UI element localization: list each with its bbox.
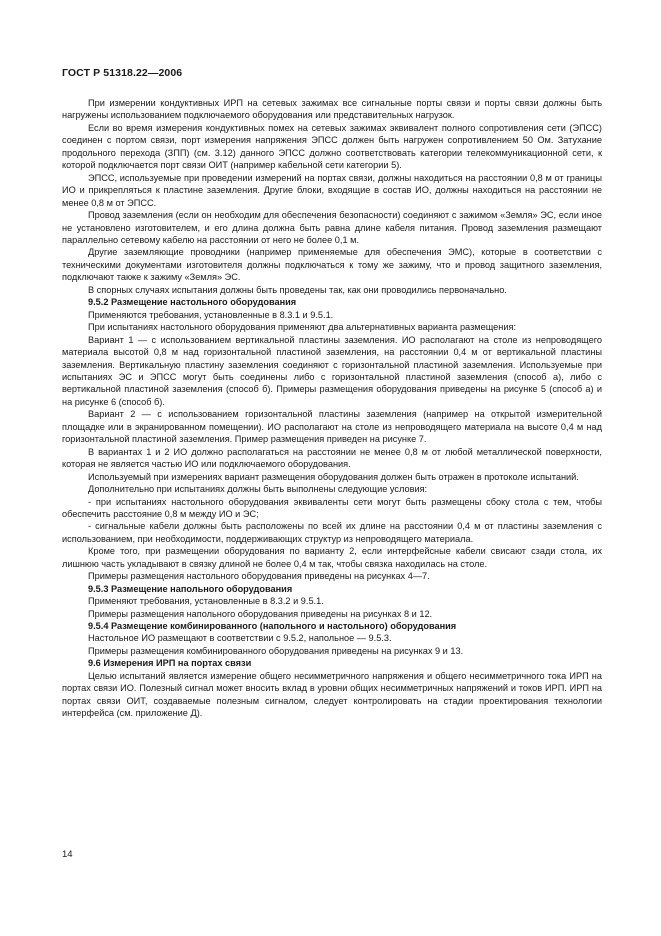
paragraph: Вариант 2 — с использованием горизонтальной пластины заземления (например на открытой измерительной площадке или в экранированном помещении). ИО располагают на столе из непроводящего материала на высоте 0,4 м над горизонтальной пластиной заземления. Пример размещения приведен на рисунке 7.: [62, 409, 602, 445]
paragraph: Настольное ИО размещают в соответствии с 9.5.2, напольное — 9.5.3.: [88, 633, 392, 644]
paragraph: Дополнительно при испытаниях должны быть выполнены следующие условия:: [88, 484, 428, 495]
paragraph: Другие заземляющие проводники (например применяемые для обеспечения ЭМС), которые в соответствии с техническими документами изготовителя должны подключаться к тому же зажиму, что и провод защитного заземления, подключают также к зажиму «Земля» ЭС.: [62, 247, 602, 283]
paragraph: ЭПСС, используемые при проведении измерений на портах связи, должны находиться на расстоянии 0,8 м от границы ИО и прикрепляться к пластине заземления. Другие блоки, входящие в состав ИО, должны находиться на расстоянии не менее 0,8 м от ЭПСС.: [62, 172, 602, 208]
section-heading: 9.5.4 Размещение комбинированного (напольного и настольного) оборудования: [88, 621, 457, 632]
paragraph: - сигнальные кабели должны быть расположены по всей их длине на расстоянии 0,4 м от пластины заземления с использованием, при необходимости, поддерживающих структур из непроводящего материала.: [62, 521, 602, 544]
paragraph: Провод заземления (если он необходим для обеспечения безопасности) соединяют с зажимом «Земля» ЭС, если иное не установлено изготовителем, и его длина должна быть равна длине кабеля питания. Провод заземления размещают параллельно сетевому кабелю на расстоянии от него не более 0,1 м.: [62, 210, 602, 245]
document-body: [62, 97, 602, 720]
paragraph: В спорных случаях испытания должны быть проведены так, как они проводились первоначально.: [88, 284, 507, 295]
paragraph: - при испытаниях настольного оборудования эквиваленты сети могут быть размещены сбоку стола с тем, чтобы обеспечить расстояние 0,8 м между ИО и ЭС;: [62, 496, 602, 519]
document-code-header: ГОСТ Р 51318.22—2006: [62, 67, 183, 79]
paragraph: Вариант 1 — с использованием вертикальной пластины заземления. ИО располагают на столе из непроводящего материала высотой 0,8 м над горизонтальной пластиной заземления, на расстоянии 0,4 м от вертикальной пластины заземления. Вертикальную пластину заземления соединяют с горизонтальной пластиной заземления. Используемые при испытаниях ЭС и ЭПСС могут быть соединены либо с горизонтальной пластиной заземления (способ а), либо с вертикальной пластиной заземления (способ б). Примеры размещения оборудования приведены на рисунке 5 (способ а) и на рисунке 6 (способ б).: [62, 334, 602, 407]
section-heading: 9.5.3 Размещение напольного оборудования: [88, 583, 293, 594]
paragraph: Примеры размещения настольного оборудования приведены на рисунках 4—7.: [88, 571, 430, 582]
paragraph: Целью испытаний является измерение общего несимметричного напряжения и общего несимметричного тока ИРП на портах связи ИО. Полезный сигнал может вносить вклад в уровни общих несимметричных напряжений и токов ИРП. ИРП на портах связи ОИТ, создаваемые полезным сигналом, следует контролировать на стадии проектирования технологии интерфейса (см. приложение Д).: [62, 670, 602, 719]
paragraph: Применяют требования, установленные в 8.3.2 и 9.5.1.: [88, 596, 324, 607]
section-heading: 9.5.2 Размещение настольного оборудования: [88, 297, 297, 308]
paragraph: Примеры размещения комбинированного оборудования приведены на рисунках 9 и 13.: [88, 645, 464, 656]
section-heading: 9.6 Измерения ИРП на портах связи: [88, 658, 252, 669]
paragraph: Кроме того, при размещении оборудования по варианту 2, если интерфейсные кабели свисают сзади стола, их лишнюю часть укладывают в связку длиной не более 0,4 м так, чтобы связка находилась на столе.: [62, 546, 602, 569]
paragraph: При испытаниях настольного оборудования применяют два альтернативных варианта размещения:: [88, 322, 517, 333]
paragraph: Используемый при измерениях вариант размещения оборудования должен быть отражен в протоколе испытаний.: [88, 471, 579, 482]
paragraph: Если во время измерения кондуктивных помех на сетевых зажимах эквивалент полного сопротивления сети (ЭПСС) соединен с портом связи, порт измерения напряжения ЭПСС должен быть нагружен сопротивлением 50 Ом. Затухание продольного перехода (ЗПП) (см. 3.12) данного ЭПСС должно соответствовать категории телекоммуникационной сети, к которой подключается порт связи ОИТ (например кабельной сети категории 5).: [62, 122, 602, 171]
page-number: 14: [62, 849, 73, 860]
paragraph: В вариантах 1 и 2 ИО должно располагаться на расстоянии не менее 0,8 м от любой металлической поверхности, которая не является частью ИО или подключаемого оборудования.: [62, 446, 602, 470]
paragraph: Применяются требования, установленные в 8.3.1 и 9.5.1.: [88, 309, 334, 320]
paragraph: При измерении кондуктивных ИРП на сетевых зажимах все сигнальные порты связи и порты связи должны быть нагружены использованием подключаемого оборудования или представительных нагрузок.: [62, 98, 602, 121]
paragraph: Примеры размещения напольного оборудования приведены на рисунках 8 и 12.: [88, 608, 433, 619]
